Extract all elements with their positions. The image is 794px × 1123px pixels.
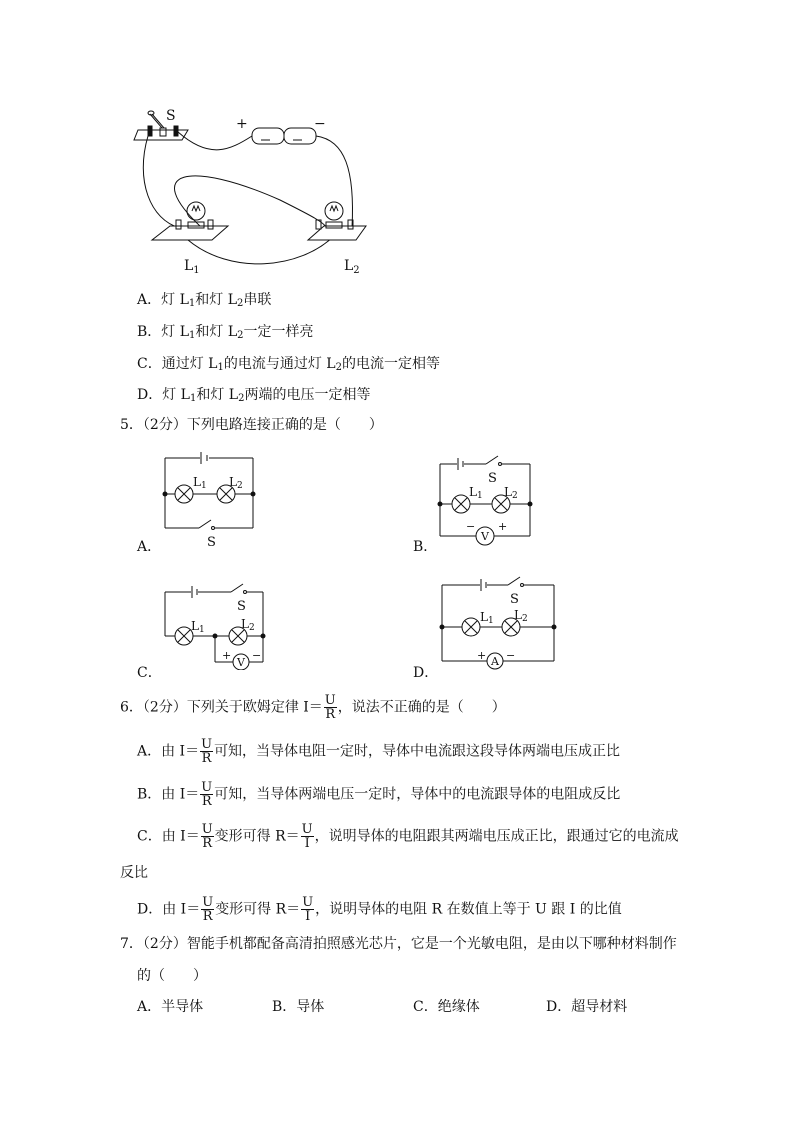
svg-text:−: − [506, 649, 516, 662]
q4-option-d[interactable]: D．灯 $L_1$和灯 $L_2$两端的电压一定相等 [137, 387, 371, 404]
svg-text:S: S [488, 471, 497, 486]
q7-stem-line1: 7．（2分）智能手机都配备高清拍照感光芯片，它是一个光敏电阻，是由以下哪种材料制作 [120, 936, 677, 952]
battery-minus: − [314, 116, 326, 132]
q5-circuit-a [155, 448, 265, 553]
svg-text:+: + [498, 520, 508, 533]
q6-option-d[interactable]: D．由 I＝ $\frac{U}{R}$ 变形可得 R＝ $\frac{U}{I}$ ，说明导体的电阻 R 在数值上等于 U 跟 I 的比值 [137, 895, 622, 924]
battery-plus: + [236, 116, 248, 132]
q5-circuit-c [155, 580, 270, 670]
q7-option-b[interactable]: B．导体 [272, 999, 325, 1015]
svg-text:L1: L1 [480, 610, 494, 626]
svg-text:S: S [237, 599, 246, 614]
svg-text:−: − [252, 649, 262, 662]
q6-option-a[interactable]: A．由 I＝ $\frac{U}{R}$ 可知，当导体电阻一定时，导体中电流跟这段导体两端电压成正比 [137, 737, 621, 766]
switch-label: S [166, 108, 176, 124]
q4-circuit-figure [130, 100, 380, 280]
q5-circuit-b [432, 452, 542, 552]
svg-text:L1: L1 [191, 619, 205, 635]
q5-option-b-label[interactable]: B． [413, 539, 438, 555]
ohm-fraction: $\frac{U}{R}$ [324, 693, 336, 722]
q5-option-d-label[interactable]: D． [413, 665, 439, 681]
svg-text:V: V [237, 656, 245, 669]
svg-text:V: V [481, 530, 489, 543]
svg-text:L2: L2 [229, 475, 243, 491]
q4-option-c[interactable]: C．通过灯 $L_1$的电流与通过灯 $L_2$的电流一定相等 [137, 356, 440, 373]
q5-option-c-label[interactable]: C． [137, 665, 162, 681]
q7-stem-line2: 的（ ） [137, 968, 207, 984]
q6-option-b[interactable]: B．由 I＝ $\frac{U}{R}$ 可知，当导体两端电压一定时，导体中的电流跟导体的电阻成反比 [137, 780, 621, 809]
svg-text:L1: L1 [469, 485, 483, 501]
svg-text:S: S [207, 535, 216, 550]
q6-option-c[interactable]: C．由 I＝ $\frac{U}{R}$ 变形可得 R＝ $\frac{U}{I}$ ，说明导体的电阻跟其两端电压成正比，跟通过它的电流成 [137, 822, 679, 851]
l2-label: $L_2$ [344, 258, 360, 276]
svg-text:L1: L1 [193, 475, 207, 491]
svg-text:L2: L2 [514, 608, 528, 624]
svg-text:+: + [477, 649, 487, 662]
q4-option-b[interactable]: B．灯 $L_1$和灯 $L_2$一定一样亮 [137, 324, 314, 341]
q5-stem: 5．（2分）下列电路连接正确的是（ ） [120, 417, 383, 433]
l1-label: $L_1$ [184, 258, 200, 276]
q6-stem: 6．（2分）下列关于欧姆定律 I＝ $\frac{U}{R}$ ，说法不正确的是（ ） [120, 693, 506, 722]
svg-text:−: − [466, 520, 476, 533]
svg-text:A: A [491, 655, 499, 668]
q5-option-a-label[interactable]: A． [137, 539, 162, 555]
svg-text:L2: L2 [241, 617, 255, 633]
svg-text:+: + [222, 649, 232, 662]
q7-option-a[interactable]: A．半导体 [137, 999, 204, 1015]
q6-option-c-continued: 反比 [120, 865, 148, 881]
q5-circuit-d [432, 575, 562, 670]
q7-option-d[interactable]: D．超导材料 [546, 999, 628, 1015]
svg-text:L2: L2 [504, 485, 518, 501]
svg-text:S: S [510, 592, 519, 607]
q4-option-a[interactable]: A．灯 $L_1$和灯 $L_2$串联 [137, 292, 272, 309]
q7-option-c[interactable]: C．绝缘体 [413, 999, 480, 1015]
